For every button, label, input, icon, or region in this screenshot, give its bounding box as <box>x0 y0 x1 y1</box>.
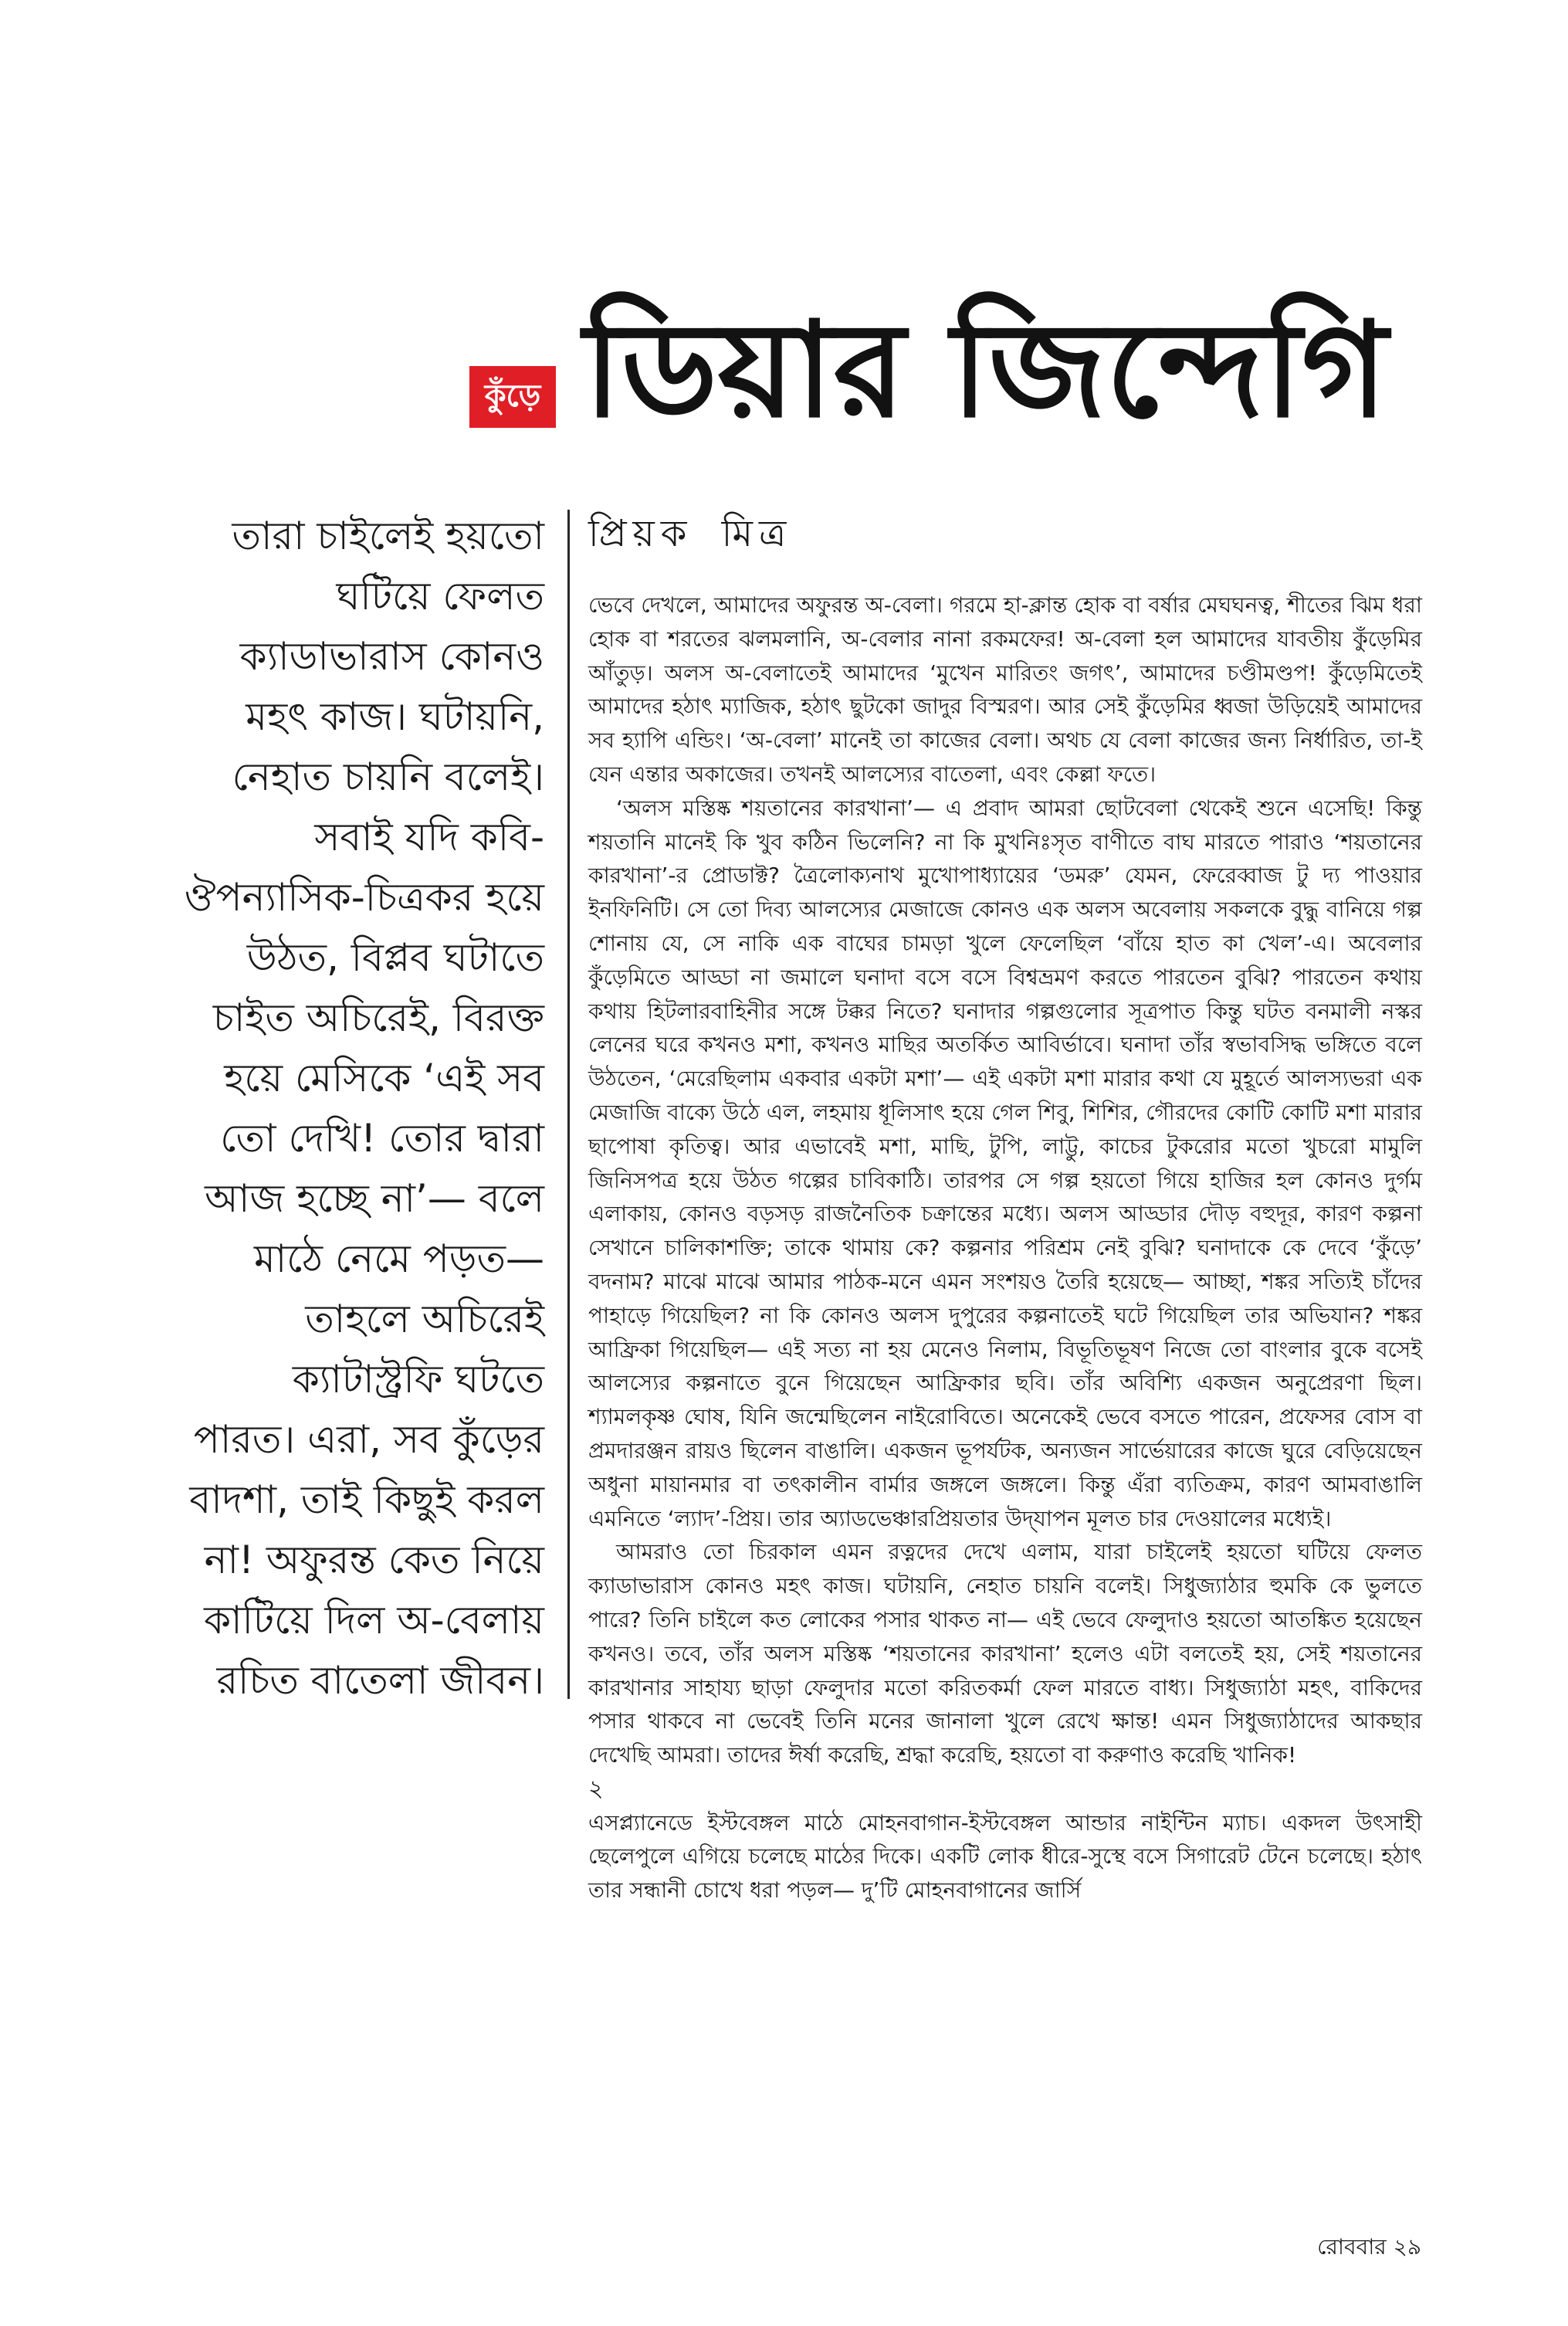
author-byline: প্রিয়ক মিত্র <box>588 512 793 555</box>
pull-quote-line: ঘটিয়ে ফেলত <box>336 574 544 619</box>
pull-quote-line: না! অফুরন্ত কেত নিয়ে <box>204 1538 544 1582</box>
pull-quote-line: চাইত অচিরেই, বিরক্ত <box>212 995 544 1040</box>
pull-quote-line: ঔপন্যাসিক-চিত্রকর হয়ে <box>184 875 544 920</box>
pull-quote-line: আজ হচ্ছে না’— বলে <box>205 1176 544 1221</box>
pull-quote-line: তো দেখি! তোর দ্বারা <box>220 1116 544 1161</box>
pull-quote-line: সবাই যদি কবি- <box>314 815 544 860</box>
column-divider <box>567 510 570 1699</box>
pull-quote-line: ক্যাটাস্ট্রফি ঘটতে <box>292 1357 544 1402</box>
pull-quote-line: কাটিয়ে দিল অ-বেলায় <box>204 1598 544 1643</box>
pull-quote-line: ক্যাডাভারাস কোনও <box>239 634 544 679</box>
pull-quote-line: বাদশা, তাই কিছুই করল <box>189 1477 544 1522</box>
pull-quote <box>158 506 544 1711</box>
article-title: ডিয়ার জিন্দেগি <box>584 294 1388 447</box>
pull-quote-line: নেহাত চায়নি বলেই। <box>232 754 544 799</box>
body-paragraph: এসপ্ল্যানেডে ইস্টবেঙ্গল মাঠে মোহনবাগান-ইস্টবেঙ্গল আন্ডার নাইন্টিন ম্যাচ। একদল উৎসাহী ছেলেপুলে এগিয়ে চলেছে মাঠের দিকে। একটি লোক ধীরে-সুস্থে বসে সিগারেট টেনে চলেছে। হঠাৎ তার সন্ধানী চোখে ধরা পড়ল— দু’টি মোহনবাগানের জার্সি <box>588 1809 1422 1904</box>
pull-quote-line: পারত। এরা, সব কুঁড়ের <box>193 1417 544 1462</box>
pull-quote-line: উঠত, বিপ্লব ঘটাতে <box>246 935 544 980</box>
pull-quote-line: তাহলে অচিরেই <box>305 1297 544 1341</box>
article-body <box>588 588 1422 1907</box>
page-folio: রোববার ২৯ <box>1317 2234 1421 2260</box>
body-paragraph: আমরাও তো চিরকাল এমন রত্নদের দেখে এলাম, যারা চাইলেই হয়তো ঘটিয়ে ফেলত ক্যাডাভারাস কোনও মহৎ কাজ। ঘটায়নি, নেহাত চায়নি বলেই। সিধুজ্যাঠার হুমকি কে ভুলতে পারে? তিনি চাইলে কত লোকের পসার থাকত না— এই ভেবে ফেলুদাও হয়তো আতঙ্কিত হয়েছেন কখনও। তবে, তাঁর অলস মস্তিষ্ক ‘শয়তানের কারখানা’ হলেও এটা বলতেই হয়, সেই শয়তানের কারখানার সাহায্য ছাড়া ফেলুদার মতো করিতকর্মা ফেল মারতে বাধ্য। সিধুজ্যাঠা মহৎ, বাকিদের পসার থাকবে না ভেবেই তিনি মনের জানালা খুলে রেখে ক্ষান্ত! এমন সিধুজ্যাঠাদের আকছার দেখেছি আমরা। তাদের ঈর্ষা করেছি, শ্রদ্ধা করেছি, হয়তো বা করুণাও করেছি খানিক! <box>588 1539 1422 1768</box>
section-badge: কুঁড়ে <box>469 366 556 428</box>
section-number: ২ <box>588 1775 604 1802</box>
pull-quote-line: মহৎ কাজ। ঘটায়নি, <box>246 694 544 739</box>
pull-quote-line: হয়ে মেসিকে ‘এই সব <box>224 1056 544 1100</box>
pull-quote-line: তারা চাইলেই হয়তো <box>232 514 544 558</box>
body-paragraph: ভেবে দেখলে, আমাদের অফুরন্ত অ-বেলা। গরমে হা-ক্লান্ত হোক বা বর্ষার মেঘঘনত্ব, শীতের ঝিম ধরা হোক বা শরতের ঝলমলানি, অ-বেলার নানা রকমফের! অ-বেলা হল আমাদের যাবতীয় কুঁড়েমির আঁতুড়। অলস অ-বেলাতেই আমাদের ‘মুখেন মারিতং জগৎ’, আমাদের চণ্ডীমণ্ডপ! কুঁড়েমিতেই আমাদের হঠাৎ ম্যাজিক, হঠাৎ ছুটকো জাদুর বিস্মরণ। আর সেই কুঁড়েমির ধ্বজা উড়িয়েই আমাদের সব হ্যাপি এন্ডিং। ‘অ-বেলা’ মানেই তা কাজের বেলা। অথচ যে বেলা কাজের জন্য নির্ধারিত, তা-ই যেন এন্তার অকাজের। তখনই আলস্যের বাতেলা, এবং কেল্লা ফতে। <box>588 592 1422 787</box>
pull-quote-line: রচিত বাতেলা জীবন। <box>216 1658 544 1703</box>
body-paragraph: ‘অলস মস্তিষ্ক শয়তানের কারখানা’— এ প্রবাদ আমরা ছোটবেলা থেকেই শুনে এসেছি! কিন্তু শয়তানি মানেই কি খুব কঠিন ভিলেনি? না কি মুখনিঃসৃত বাণীতে বাঘ মারতে পারাও ‘শয়তানের কারখানা’-র প্রোডাক্ট? ত্রৈলোক্যনাথ মুখোপাধ্যায়ের ‘ডমরু’ যেমন, ফেরেব্বাজ টু দ্য পাওয়ার ইনফিনিটি। সে তো দিব্য আলস্যের মেজাজে কোনও এক অলস অবেলায় সকলকে বুদ্ধু বানিয়ে গল্প শোনায় যে, সে নাকি এক বাঘের চামড়া খুলে ফেলেছিল ‘বাঁয়ে হাত কা খেল’-এ। অবেলার কুঁড়েমিতে আড্ডা না জমালে ঘনাদা বসে বসে বিশ্বভ্রমণ করতে পারতেন বুঝি? পারতেন কথায় কথায় হিটলারবাহিনীর সঙ্গে টক্কর নিতে? ঘনাদার গল্পগুলোর সূত্রপাত কিন্তু ঘটত বনমালী নস্কর লেনের ঘরে কখনও মশা, কখনও মাছির অতর্কিত আবির্ভাবে। ঘনাদা তাঁর স্বভাবসিদ্ধ ভঙ্গিতে বলে উঠতেন, ‘মেরেছিলাম একবার একটা মশা’— এই একটা মশা মারার কথা যে মুহূর্তে আলস্যভরা এক মেজাজি বাক্যে উঠে এল, লহমায় ধূলিসাৎ হয়ে গেল শিবু, শিশির, গৌরদের কোটি কোটি মশা মারার ছাপোষা কৃতিত্ব। আর এভাবেই মশা, মাছি, টুপি, লাট্টু, কাচের টুকরোর মতো খুচরো মামুলি জিনিসপত্র হয়ে উঠত গল্পের চাবিকাঠি। তারপর সে গল্প হয়তো গিয়ে হাজির হল কোনও দুর্গম এলাকায়, কোনও বড়সড় রাজনৈতিক চক্রান্তের মধ্যে। অলস আড্ডার দৌড় বহুদূর, কারণ কল্পনা সেখানে চালিকাশক্তি; তাকে থামায় কে? কল্পনার পরিশ্রম নেই বুঝি? ঘনাদাকে কে দেবে ‘কুঁড়ে’ বদনাম? মাঝে মাঝে আমার পাঠক-মনে এমন সংশয়ও তৈরি হয়েছে— আচ্ছা, শঙ্কর সত্যিই চাঁদের পাহাড়ে গিয়েছিল? না কি কোনও অলস দুপুরের কল্পনাতেই ঘটে গিয়েছিল তার অভিযান? শঙ্কর আফ্রিকা গিয়েছিল— এই সত্য না হয় মেনেও নিলাম, বিভূতিভূষণ নিজে তো বাংলার বুকে বসেই আলস্যের কল্পনাতে বুনে গিয়েছেন আফ্রিকার ছবি। তাঁর অবিশ্যি একজন অনুপ্রেরণা ছিল। শ্যামলকৃষ্ণ ঘোষ, যিনি জন্মেছিলেন নাইরোবিতে। অনেকেই ভেবে বসতে পারেন, প্রফেসর বোস বা প্রমদারঞ্জন রায়ও ছিলেন বাঙালি। একজন ভূপর্যটক, অন্যজন সার্ভেয়ারের কাজে ঘুরে বেড়িয়েছেন অধুনা মায়ানমার বা তৎকালীন বার্মার জঙ্গলে জঙ্গলে। কিন্তু এঁরা ব্যতিক্রম, কারণ আমবাঙালি এমনিতে ‘ল্যাদ’-প্রিয়। তার অ্যাডভেঞ্চারপ্রিয়তার উদ্‌যাপন মূলত চার দেওয়ালের মধ্যেই। <box>588 795 1422 1531</box>
pull-quote-line: মাঠে নেমে পড়ত— <box>253 1236 544 1281</box>
